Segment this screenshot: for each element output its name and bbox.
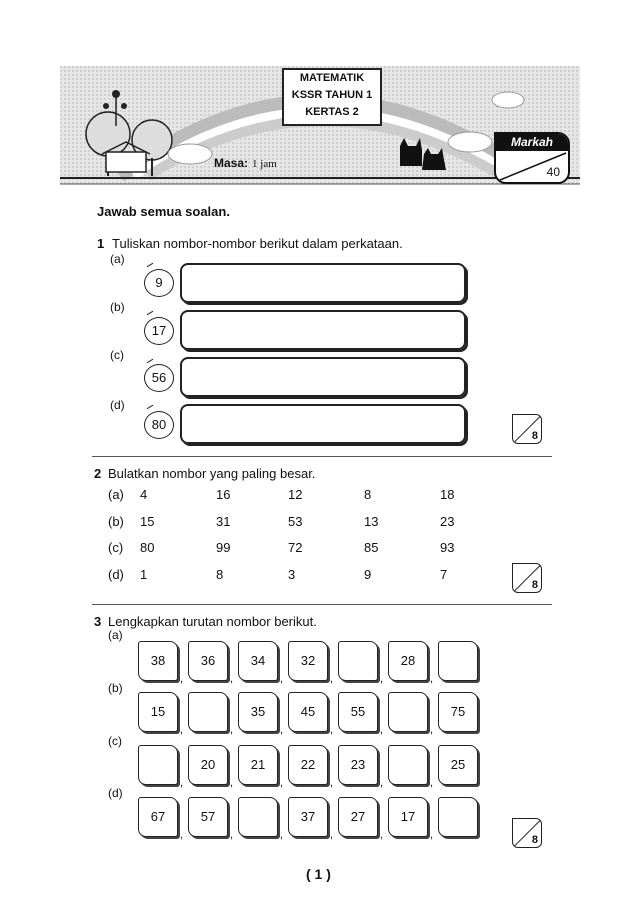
q1d-number: 80 <box>144 411 174 439</box>
q3-blank-box[interactable] <box>388 745 428 785</box>
sequence-comma: , <box>380 777 384 789</box>
q3-number-box: 57 <box>188 797 228 837</box>
q2-marks-box <box>512 563 542 593</box>
sequence-comma: , <box>380 673 384 685</box>
sequence-comma: , <box>280 673 284 685</box>
paper-title <box>282 68 382 126</box>
q2-option[interactable]: 31 <box>216 514 231 529</box>
sequence-comma: , <box>430 724 434 736</box>
sequence-comma: , <box>280 724 284 736</box>
q3-number-box: 36 <box>188 641 228 681</box>
sequence-comma: , <box>180 673 184 685</box>
sequence-comma: , <box>380 829 384 841</box>
q2-option[interactable]: 13 <box>364 514 379 529</box>
q3-number-box: 17 <box>388 797 428 837</box>
page-number: ( 1 ) <box>306 866 331 882</box>
q2-option[interactable]: 18 <box>440 487 455 502</box>
sequence-comma: , <box>430 777 434 789</box>
q3-number-box: 27 <box>338 797 378 837</box>
marks-total: 40 <box>546 165 560 179</box>
q2-text: Bulatkan nombor yang paling besar. <box>108 466 316 481</box>
q3-number-box: 55 <box>338 692 378 732</box>
q1b-answer-box[interactable] <box>180 310 466 350</box>
q3-number-box: 45 <box>288 692 328 732</box>
sequence-comma: , <box>180 777 184 789</box>
total-marks-box <box>494 132 570 184</box>
q3-number-box: 75 <box>438 692 478 732</box>
time-label: Masa: <box>214 156 249 170</box>
q2-option[interactable]: 8 <box>364 487 372 502</box>
q1b-label: (b) <box>110 300 125 314</box>
q2c-label: (c) <box>108 540 124 555</box>
q2-number: 2 <box>94 466 102 481</box>
sequence-comma: , <box>230 673 234 685</box>
q3-blank-box[interactable] <box>438 641 478 681</box>
q1c-label: (c) <box>110 348 124 362</box>
q1c-number: 56 <box>144 364 174 392</box>
q2-option[interactable]: 23 <box>440 514 455 529</box>
q2-option[interactable]: 85 <box>364 540 379 555</box>
q2-option[interactable]: 8 <box>216 567 224 582</box>
q2-option[interactable]: 3 <box>288 567 296 582</box>
q3-number-box: 32 <box>288 641 328 681</box>
sequence-comma: , <box>280 777 284 789</box>
q3-blank-box[interactable] <box>238 797 278 837</box>
q2-marks: 8 <box>531 579 538 591</box>
sequence-comma: , <box>230 777 234 789</box>
title-line: MATEMATIK <box>299 72 365 84</box>
sequence-comma: , <box>180 724 184 736</box>
q3-row-label: (a) <box>108 628 123 642</box>
q3-number-box: 37 <box>288 797 328 837</box>
marks-label: Markah <box>496 134 568 151</box>
q2b-label: (b) <box>108 514 124 529</box>
q2-option[interactable]: 7 <box>440 567 448 582</box>
q3-number-box: 35 <box>238 692 278 732</box>
sequence-comma: , <box>230 829 234 841</box>
instruction: Jawab semua soalan. <box>97 204 230 219</box>
q2-option[interactable]: 99 <box>216 540 231 555</box>
q3-marks: 8 <box>531 834 538 846</box>
title-line: KERTAS 2 <box>305 106 359 118</box>
sequence-comma: , <box>330 829 334 841</box>
q1a-number: 9 <box>144 269 174 297</box>
time-allowed <box>214 156 277 170</box>
q1-marks-box <box>512 414 542 444</box>
q2-option[interactable]: 16 <box>216 487 231 502</box>
q3-number-box: 20 <box>188 745 228 785</box>
q3-number-box: 28 <box>388 641 428 681</box>
q3-row-label: (c) <box>108 734 122 748</box>
sequence-comma: , <box>330 673 334 685</box>
q3-number-box: 21 <box>238 745 278 785</box>
q2-option[interactable]: 4 <box>140 487 148 502</box>
q3-blank-box[interactable] <box>138 745 178 785</box>
q2-option[interactable]: 93 <box>440 540 455 555</box>
sequence-comma: , <box>330 724 334 736</box>
q3-number-box: 22 <box>288 745 328 785</box>
q2-option[interactable]: 1 <box>140 567 148 582</box>
q2-option[interactable]: 15 <box>140 514 155 529</box>
q3-row-label: (d) <box>108 786 123 800</box>
title-line: KSSR TAHUN 1 <box>291 89 373 101</box>
q3-blank-box[interactable] <box>438 797 478 837</box>
q3-text: Lengkapkan turutan nombor berikut. <box>108 614 317 629</box>
q2-option[interactable]: 80 <box>140 540 155 555</box>
q3-row-label: (b) <box>108 681 123 695</box>
q1d-answer-box[interactable] <box>180 404 466 444</box>
q3-number-box: 15 <box>138 692 178 732</box>
sequence-comma: , <box>280 829 284 841</box>
divider <box>92 604 552 605</box>
sequence-comma: , <box>430 829 434 841</box>
q1-text: Tuliskan nombor-nombor berikut dalam perkataan. <box>112 236 403 251</box>
q3-number-box: 34 <box>238 641 278 681</box>
divider <box>92 456 552 457</box>
q1c-answer-box[interactable] <box>180 357 466 397</box>
q1b-number: 17 <box>144 317 174 345</box>
q1d-label: (d) <box>110 398 125 412</box>
q1-number: 1 <box>97 236 105 251</box>
q3-number-box: 67 <box>138 797 178 837</box>
q1-marks: 8 <box>531 430 538 442</box>
q3-number-box: 23 <box>338 745 378 785</box>
q1a-label: (a) <box>110 252 125 266</box>
q2-option[interactable]: 53 <box>288 514 303 529</box>
q1a-answer-box[interactable] <box>180 263 466 303</box>
q2-option[interactable]: 9 <box>364 567 372 582</box>
q3-number-box: 38 <box>138 641 178 681</box>
q2-option[interactable]: 12 <box>288 487 303 502</box>
sequence-comma: , <box>330 777 334 789</box>
q3-blank-box[interactable] <box>188 692 228 732</box>
q3-number: 3 <box>94 614 102 629</box>
sequence-comma: , <box>180 829 184 841</box>
sequence-comma: , <box>430 673 434 685</box>
sequence-comma: , <box>230 724 234 736</box>
q2a-label: (a) <box>108 487 124 502</box>
q2-option[interactable]: 72 <box>288 540 303 555</box>
q3-number-box: 25 <box>438 745 478 785</box>
sequence-comma: , <box>380 724 384 736</box>
q3-blank-box[interactable] <box>388 692 428 732</box>
q3-blank-box[interactable] <box>338 641 378 681</box>
q2d-label: (d) <box>108 567 124 582</box>
time-value: 1 jam <box>252 158 277 170</box>
q3-marks-box <box>512 818 542 848</box>
